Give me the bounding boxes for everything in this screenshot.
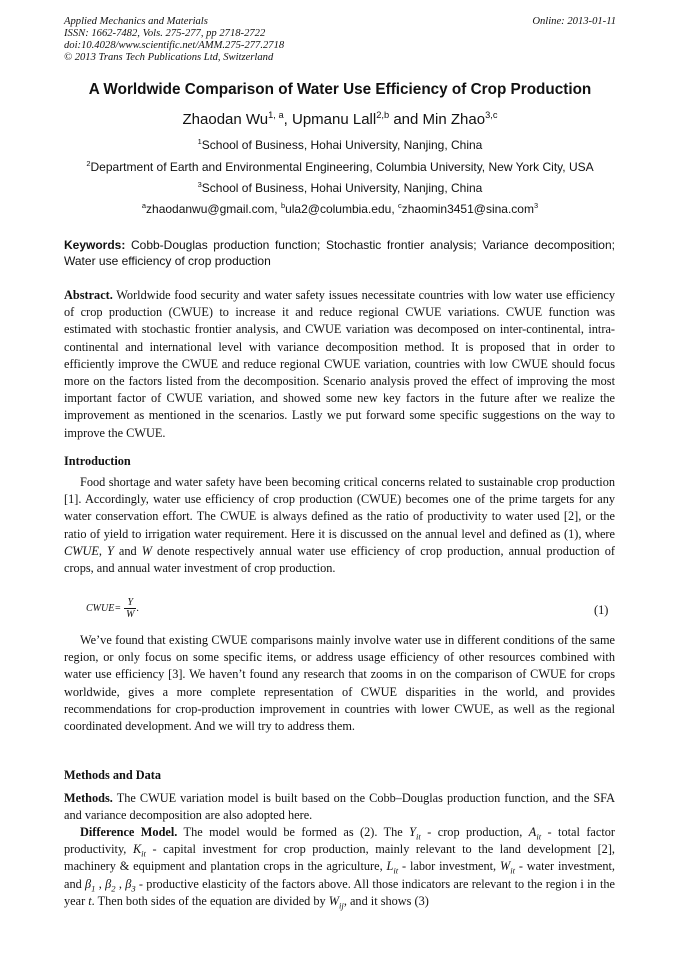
math-symbol: t bbox=[88, 893, 92, 908]
affiliation-text: School of Business, Hohai University, Nanjing, China bbox=[201, 138, 483, 152]
abstract-text: Worldwide food security and water safety issues necessitate countries with low water use efficiency of crop production (CWUE) to increase it and reduce regional CWUE variations. CWUE function was estimated with stochastic frontier analysis, and CWUE variation was decomposed on inter-continental, intra-continental and international level with variance decomposition method. It is proposed that in order to efficiently improve the CWUE and reduce regional CWUE variation, countries with low CWUE should focus more on the factors listed from the decomposition. Scenario analysis proved the effect of improving the most important factor of CWUE variation, and showed some new key factors in the future after we realize the improvement as mentioned in the scenarios. Lastly we put forward some specific suggestions on the way to improve the CWUE. bbox=[64, 288, 615, 440]
keywords-text: Cobb-Douglas production function; Stochastic frontier analysis; Variance decomposition; Water use efficiency of crop production bbox=[64, 238, 615, 268]
text-run: - water investment, and bbox=[64, 859, 615, 891]
text-run: - total factor productivity, bbox=[64, 825, 615, 857]
author-affiliation-marker: 3,c bbox=[485, 110, 498, 120]
doi-line[interactable]: doi:10.4028/www.scientific.net/AMM.275-277.2718 bbox=[64, 40, 285, 51]
math-subscript: it bbox=[141, 848, 146, 859]
author-affiliation-marker: 2,b bbox=[376, 110, 390, 120]
author-name: Upmanu Lall bbox=[292, 111, 377, 128]
fraction-numerator: Y bbox=[127, 597, 134, 608]
math-symbol: L bbox=[386, 859, 394, 874]
separator: , bbox=[95, 876, 106, 891]
text-run: - productive elasticity of the factors above. All those indicators are relevant to the region i in the year bbox=[64, 876, 615, 908]
email-link[interactable]: ula2@columbia.edu bbox=[285, 202, 392, 216]
copyright-line: © 2013 Trans Tech Publications Ltd, Switzerland bbox=[64, 52, 274, 63]
abstract bbox=[64, 287, 615, 442]
separator: , bbox=[391, 202, 398, 216]
affiliation-2 bbox=[20, 160, 660, 174]
separator: , bbox=[283, 111, 292, 128]
online-date: Online: 2013-01-11 bbox=[532, 16, 616, 27]
text-run: - crop production, bbox=[420, 825, 529, 839]
equation-period: . bbox=[136, 603, 139, 614]
fraction-denominator: W bbox=[126, 609, 135, 620]
math-symbol: W bbox=[141, 543, 152, 558]
author-list bbox=[40, 111, 640, 128]
math-subscript: it bbox=[393, 865, 399, 876]
author-name: Min Zhao bbox=[422, 111, 486, 128]
text-run: - labor investment, bbox=[398, 859, 500, 874]
separator: , bbox=[274, 202, 281, 216]
equation-1 bbox=[86, 597, 139, 620]
text-run: and bbox=[113, 543, 142, 558]
math-symbol: W bbox=[499, 859, 511, 874]
text-run: The CWUE variation model is built based on the Cobb–Douglas production function, and the SFA and variance decomposition are also adopted here. bbox=[64, 791, 615, 823]
text-run: The model would be formed as (2). The bbox=[177, 825, 410, 839]
methods-paragraph bbox=[64, 790, 615, 824]
email-link[interactable]: zhaomin3451@sina.com bbox=[401, 202, 534, 216]
affiliation-number: 2 bbox=[86, 159, 91, 168]
math-symbol: β bbox=[105, 876, 112, 891]
math-subscript: 2 bbox=[111, 883, 116, 894]
math-symbol: CWUE bbox=[64, 543, 99, 558]
text-run: denote respectively annual water use efficiency of crop production, annual production of crops, and annual water investment of crop production. bbox=[64, 543, 615, 576]
author-name: Zhaodan Wu bbox=[182, 111, 269, 128]
paragraph-label: Difference Model. bbox=[80, 825, 178, 839]
keywords-label: Keywords: bbox=[64, 238, 126, 252]
paper-title: A Worldwide Comparison of Water Use Efficiency of Crop Production bbox=[88, 81, 592, 98]
math-symbol: K bbox=[132, 842, 142, 857]
email-list bbox=[20, 202, 660, 216]
section-heading-methods: Methods and Data bbox=[64, 768, 162, 782]
math-symbol: β bbox=[125, 876, 132, 891]
math-subscript: it bbox=[510, 865, 515, 876]
equation-lhs: CWUE= bbox=[86, 603, 122, 614]
separator: , bbox=[115, 876, 126, 891]
intro-paragraph-2: We’ve found that existing CWUE comparisons mainly involve water use in different conditions of the same region, or only focus on some specific items, or address usage efficiency of other resources combined with water use efficiency [3]. We haven’t found any research that zooms in on the comparison of CWUE for crops worldwide, gives a more complete representation of CWUE disparities in the world, and provides recommendations for crop-production improvement in countries with lower CWUE, as well as the regional coordinated development. And we will try to address them. bbox=[64, 633, 615, 734]
email-link[interactable]: zhaodanwu@gmail.com bbox=[146, 202, 275, 216]
math-symbol: A bbox=[528, 825, 537, 839]
email-marker: 3 bbox=[533, 201, 539, 210]
abstract-label: Abstract. bbox=[64, 288, 113, 302]
equation-number: (1) bbox=[594, 603, 609, 617]
text-run: - capital investment for crop production, mainly relevant to the land development [2], machinery & equipment and plantation crops in the agriculture, bbox=[64, 842, 615, 874]
journal-name: Applied Mechanics and Materials bbox=[64, 16, 208, 27]
math-subscript: ij bbox=[339, 900, 344, 911]
math-subscript: it bbox=[416, 831, 421, 842]
math-subscript: 3 bbox=[131, 883, 136, 894]
keywords bbox=[64, 238, 615, 269]
equation-fraction bbox=[124, 597, 136, 620]
affiliation-number: 3 bbox=[197, 180, 202, 189]
math-symbol: W bbox=[328, 893, 340, 908]
affiliation-text: School of Business, Hohai University, Nanjing, China bbox=[201, 181, 483, 195]
paragraph-label: Methods. bbox=[64, 791, 113, 805]
text-run: Food shortage and water safety have been becoming critical concerns related to sustainable crop production [1]. Accordingly, water use efficiency of crop production (CWUE) becomes one of the prime targets for any water conservation effort. The CWUE is always defined as the ratio of productivity to water used [2], or the ratio of yield to irrigation water requirement. Here it is discussed on the annual level and defined as (1), where bbox=[64, 475, 615, 541]
math-symbol: β bbox=[85, 876, 92, 891]
math-symbol: Y bbox=[409, 825, 417, 839]
section-heading-introduction: Introduction bbox=[64, 454, 131, 468]
text-run: . Then both sides of the equation are divided by bbox=[91, 893, 329, 908]
difference-model-paragraph bbox=[64, 824, 615, 910]
email-marker: c bbox=[398, 201, 402, 210]
separator: and bbox=[389, 111, 423, 128]
text-run: , and it shows (3) bbox=[343, 893, 429, 908]
issn-line: ISSN: 1662-7482, Vols. 275-277, pp 2718-2722 bbox=[64, 28, 266, 39]
journal-header bbox=[64, 16, 616, 64]
math-subscript: it bbox=[536, 831, 542, 842]
intro-paragraph-1 bbox=[64, 474, 615, 577]
affiliation-1 bbox=[20, 138, 660, 152]
math-symbol: Y bbox=[106, 543, 114, 558]
affiliation-text: Department of Earth and Environmental Engineering, Columbia University, New York City, USA bbox=[90, 160, 594, 174]
math-subscript: 1 bbox=[91, 883, 96, 894]
email-marker: a bbox=[141, 201, 147, 210]
affiliation-3 bbox=[20, 181, 660, 195]
author-affiliation-marker: 1, a bbox=[268, 110, 284, 120]
email-marker: b bbox=[280, 201, 286, 210]
affiliation-number: 1 bbox=[197, 137, 202, 146]
text-run: , bbox=[98, 543, 107, 558]
